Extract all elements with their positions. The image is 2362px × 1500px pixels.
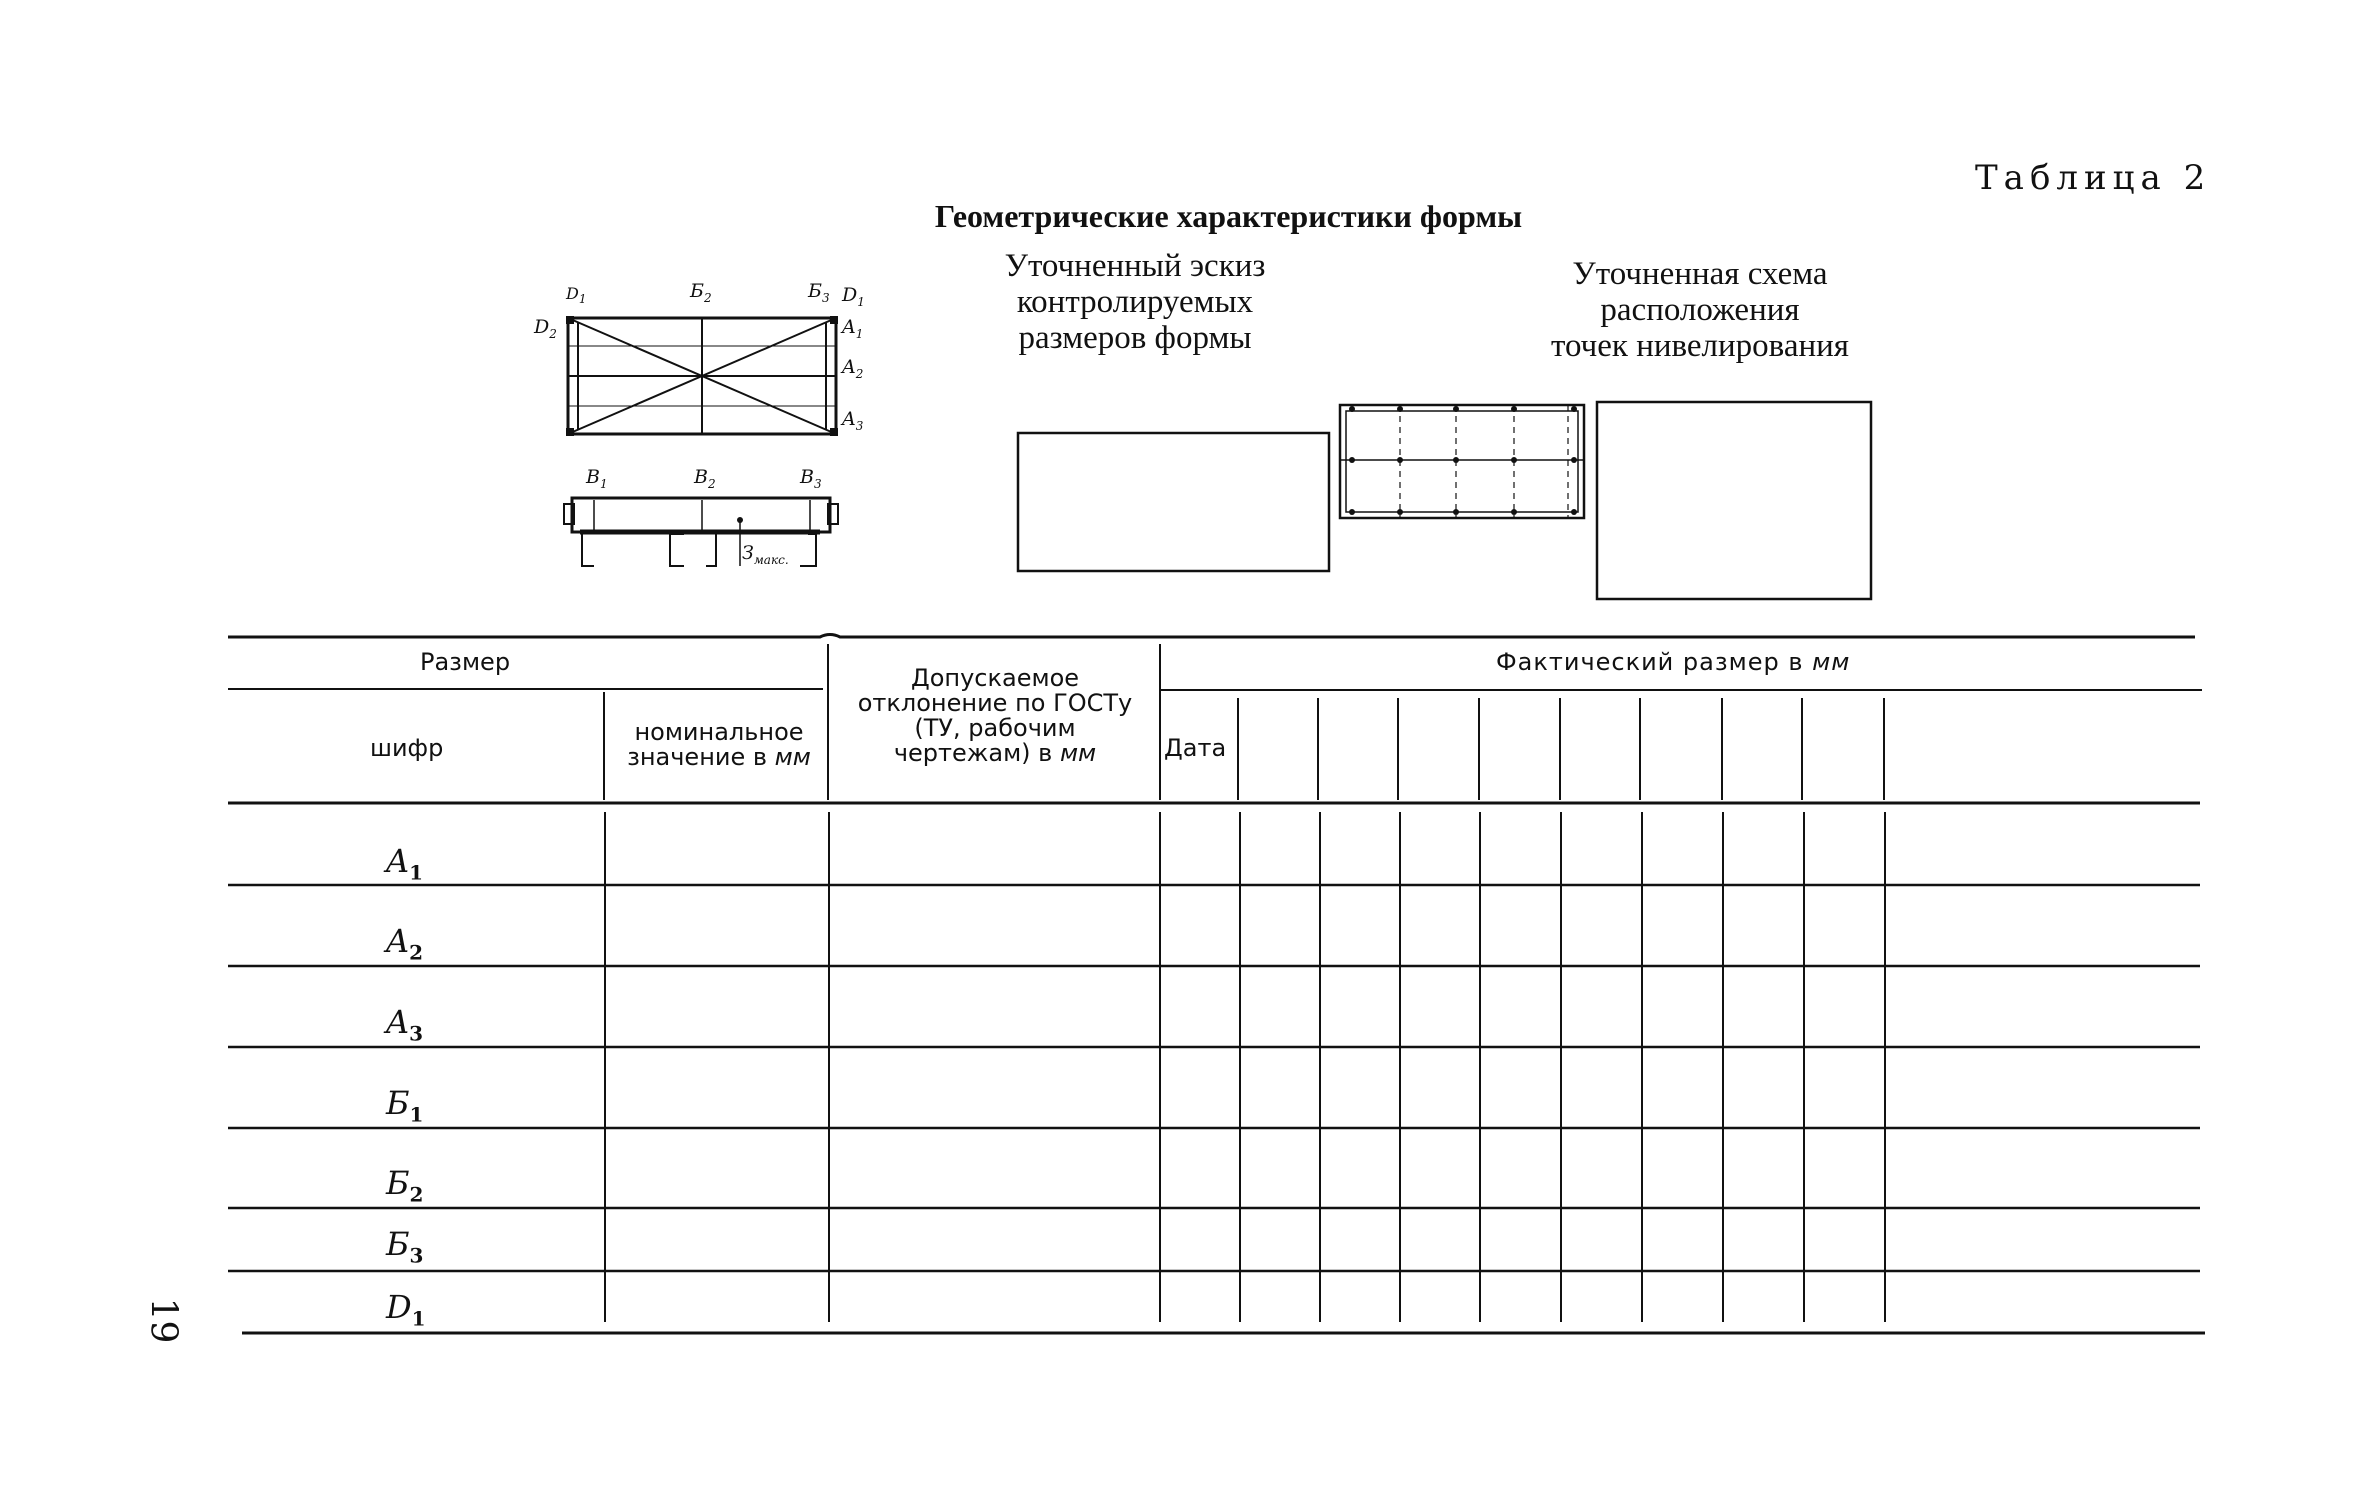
unit-label: мм bbox=[1059, 739, 1097, 767]
sketch-caption-line: контролируемых bbox=[1016, 284, 1254, 320]
sketch-caption-line: Уточненный эскиз bbox=[1004, 248, 1266, 284]
sketch-label-a1: $A_1$ bbox=[842, 316, 864, 341]
header-date: Дата bbox=[1164, 734, 1227, 762]
levelling-points-scheme bbox=[1340, 405, 1584, 518]
sketch-label-a3: $A_3$ bbox=[842, 408, 864, 433]
header-tolerance bbox=[830, 666, 1160, 766]
refined-sketch-box bbox=[1018, 433, 1329, 571]
sketch-label-b3: $Б_3$ bbox=[808, 280, 830, 305]
row-code: $Б_1$ bbox=[386, 1084, 424, 1127]
sketch-label-a2: $A_2$ bbox=[842, 356, 864, 381]
table-number-label: Таблица 2 bbox=[1975, 158, 2212, 198]
header-code: шифр bbox=[370, 734, 444, 762]
sketch-label-d1-left: $D_1$ bbox=[566, 284, 587, 307]
header-tolerance-line: отклонение по ГОСТу bbox=[857, 689, 1133, 717]
header-size: Размер bbox=[420, 648, 511, 676]
sketch-label-d1-right: $D_1$ bbox=[842, 284, 865, 309]
page-number: 19 bbox=[142, 1297, 184, 1344]
header-nominal bbox=[612, 720, 826, 770]
row-code: $Б_3$ bbox=[386, 1225, 424, 1268]
header-tolerance-line: чертежам) в мм bbox=[893, 739, 1097, 767]
sketch-label-d2: $D_2$ bbox=[534, 316, 557, 341]
header-actual: Фактический размер в мм bbox=[1496, 648, 1851, 676]
scheme-caption-line: Уточненная схема bbox=[1572, 256, 1828, 292]
form-section-sketch bbox=[564, 498, 838, 566]
sketch-caption-line: размеров формы bbox=[1018, 320, 1252, 356]
header-tolerance-line: Допускаемое bbox=[910, 664, 1080, 692]
sketch-label-z-max: $З_{макс.}$ bbox=[742, 542, 789, 567]
header-tolerance-line: (ТУ, рабочим bbox=[914, 714, 1076, 742]
sketch-label-b2: $Б_2$ bbox=[690, 280, 712, 305]
section-markers bbox=[737, 517, 743, 523]
row-code: $Б_2$ bbox=[386, 1164, 424, 1207]
scheme-caption-line: расположения bbox=[1600, 292, 1800, 328]
row-code: $A_2$ bbox=[386, 922, 424, 965]
row-code: $A_3$ bbox=[386, 1003, 424, 1046]
sketch-label-v1: $В_1$ bbox=[586, 466, 608, 491]
document-title: Геометрические характеристики формы bbox=[934, 198, 1523, 234]
scheme-caption-line: точек нивелирования bbox=[1551, 328, 1849, 364]
sketch-label-v3: $В_3$ bbox=[800, 466, 822, 491]
unit-label: мм bbox=[1812, 648, 1851, 676]
header-nominal-line: номинальное bbox=[634, 718, 804, 746]
row-code: $D_1$ bbox=[386, 1288, 426, 1331]
unit-label: мм bbox=[774, 743, 811, 771]
form-plan-sketch bbox=[568, 318, 836, 434]
header-nominal-line: значение в мм bbox=[627, 743, 811, 771]
sketch-label-v2: $В_2$ bbox=[694, 466, 716, 491]
refined-scheme-box bbox=[1597, 402, 1871, 599]
row-code: $A_1$ bbox=[386, 842, 424, 885]
